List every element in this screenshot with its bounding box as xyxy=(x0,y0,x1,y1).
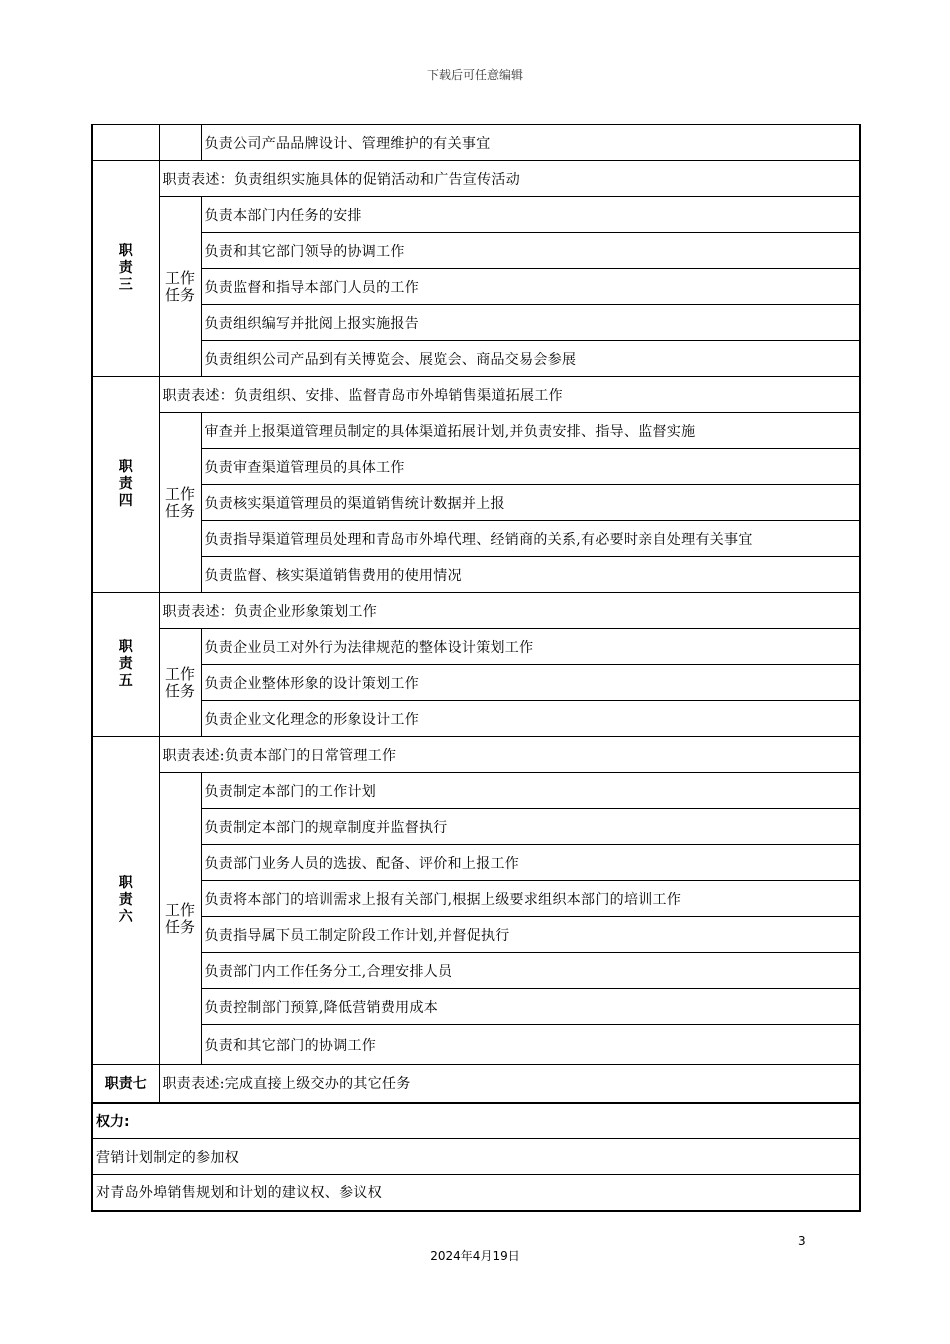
duty-description: 职责表述:完成直接上级交办的其它任务 xyxy=(159,1065,860,1103)
task-row xyxy=(92,773,860,809)
task-label xyxy=(159,773,201,1065)
duty-name-text: 职责六 xyxy=(118,875,133,925)
task-row xyxy=(92,233,860,269)
rights-heading-row xyxy=(92,1103,860,1139)
task-item: 负责制定本部门的规章制度并监督执行 xyxy=(201,809,860,845)
task-row xyxy=(92,845,860,881)
task-item: 负责部门业务人员的选拔、配备、评价和上报工作 xyxy=(201,845,860,881)
duty-name-text: 职责五 xyxy=(118,639,133,689)
rights-row xyxy=(92,1139,860,1175)
duty-description: 职责表述：负责组织、安排、监督青岛市外埠销售渠道拓展工作 xyxy=(159,377,860,413)
task-label-text: 工作任务 xyxy=(165,484,196,520)
footer-date: 2024年4月19日 xyxy=(430,1249,520,1263)
task-item: 负责企业整体形象的设计策划工作 xyxy=(201,665,860,701)
task-item: 负责部门内工作任务分工,合理安排人员 xyxy=(201,953,860,989)
task-row xyxy=(92,557,860,593)
task-row xyxy=(92,269,860,305)
task-row xyxy=(92,1025,860,1065)
task-label-text: 工作任务 xyxy=(165,900,196,936)
task-row xyxy=(92,521,860,557)
rights-item: 营销计划制定的参加权 xyxy=(92,1139,860,1175)
task-row xyxy=(92,809,860,845)
task-row xyxy=(92,197,860,233)
duty-description: 职责表述:负责本部门的日常管理工作 xyxy=(159,737,860,773)
task-row xyxy=(92,953,860,989)
task-item: 负责和其它部门领导的协调工作 xyxy=(201,233,860,269)
task-label-text: 工作任务 xyxy=(165,664,196,700)
duty-seven-row xyxy=(92,1065,860,1103)
duty-cell-empty xyxy=(92,125,159,161)
duty-name xyxy=(92,377,159,593)
task-item: 负责企业员工对外行为法律规范的整体设计策划工作 xyxy=(201,629,860,665)
task-item: 负责监督和指导本部门人员的工作 xyxy=(201,269,860,305)
task-item: 负责将本部门的培训需求上报有关部门,根据上级要求组织本部门的培训工作 xyxy=(201,881,860,917)
duty-description-row xyxy=(92,161,860,197)
duty-description: 职责表述：负责企业形象策划工作 xyxy=(159,593,860,629)
duty-name xyxy=(92,593,159,737)
task-item: 审查并上报渠道管理员制定的具体渠道拓展计划,并负责安排、指导、监督实施 xyxy=(201,413,860,449)
responsibility-table xyxy=(91,124,861,1212)
task-row xyxy=(92,989,860,1025)
task-item: 负责公司产品品牌设计、管理维护的有关事宜 xyxy=(201,125,860,161)
rights-item: 对青岛外埠销售规划和计划的建议权、参议权 xyxy=(92,1175,860,1211)
task-row xyxy=(92,629,860,665)
task-item: 负责和其它部门的协调工作 xyxy=(201,1025,860,1065)
task-row xyxy=(92,485,860,521)
task-label-text: 工作任务 xyxy=(165,268,196,304)
rights-heading: 权力: xyxy=(92,1103,860,1139)
task-label xyxy=(159,629,201,737)
task-row xyxy=(92,305,860,341)
duty-name xyxy=(92,161,159,377)
task-item: 负责组织编写并批阅上报实施报告 xyxy=(201,305,860,341)
task-label xyxy=(159,413,201,593)
rights-row xyxy=(92,1175,860,1211)
task-row xyxy=(92,449,860,485)
task-row xyxy=(92,665,860,701)
task-row xyxy=(92,701,860,737)
task-label xyxy=(159,197,201,377)
duty-name-text: 职责三 xyxy=(118,243,133,293)
task-item: 负责组织公司产品到有关博览会、展览会、商品交易会参展 xyxy=(201,341,860,377)
duty-description-row xyxy=(92,377,860,413)
task-row xyxy=(92,881,860,917)
duty-description-row xyxy=(92,593,860,629)
duty-description: 职责表述：负责组织实施具体的促销活动和广告宣传活动 xyxy=(159,161,860,197)
duty-name xyxy=(92,737,159,1065)
task-label-cell-empty xyxy=(159,125,201,161)
duty-name-text: 职责四 xyxy=(118,459,133,509)
task-item: 负责核实渠道管理员的渠道销售统计数据并上报 xyxy=(201,485,860,521)
task-row xyxy=(92,341,860,377)
task-item: 负责控制部门预算,降低营销费用成本 xyxy=(201,989,860,1025)
task-item: 负责指导属下员工制定阶段工作计划,并督促执行 xyxy=(201,917,860,953)
duty-description-row xyxy=(92,737,860,773)
task-item: 负责本部门内任务的安排 xyxy=(201,197,860,233)
task-item: 负责监督、核实渠道销售费用的使用情况 xyxy=(201,557,860,593)
page-number: 3 xyxy=(798,1234,806,1248)
task-item: 负责指导渠道管理员处理和青岛市外埠代理、经销商的关系,有必要时亲自处理有关事宜 xyxy=(201,521,860,557)
duty-name: 职责七 xyxy=(92,1065,159,1103)
task-item: 负责审查渠道管理员的具体工作 xyxy=(201,449,860,485)
table-row xyxy=(92,125,860,161)
task-row xyxy=(92,917,860,953)
page-header: 下载后可任意编辑 xyxy=(426,68,523,82)
task-row xyxy=(92,413,860,449)
task-item: 负责制定本部门的工作计划 xyxy=(201,773,860,809)
task-item: 负责企业文化理念的形象设计工作 xyxy=(201,701,860,737)
